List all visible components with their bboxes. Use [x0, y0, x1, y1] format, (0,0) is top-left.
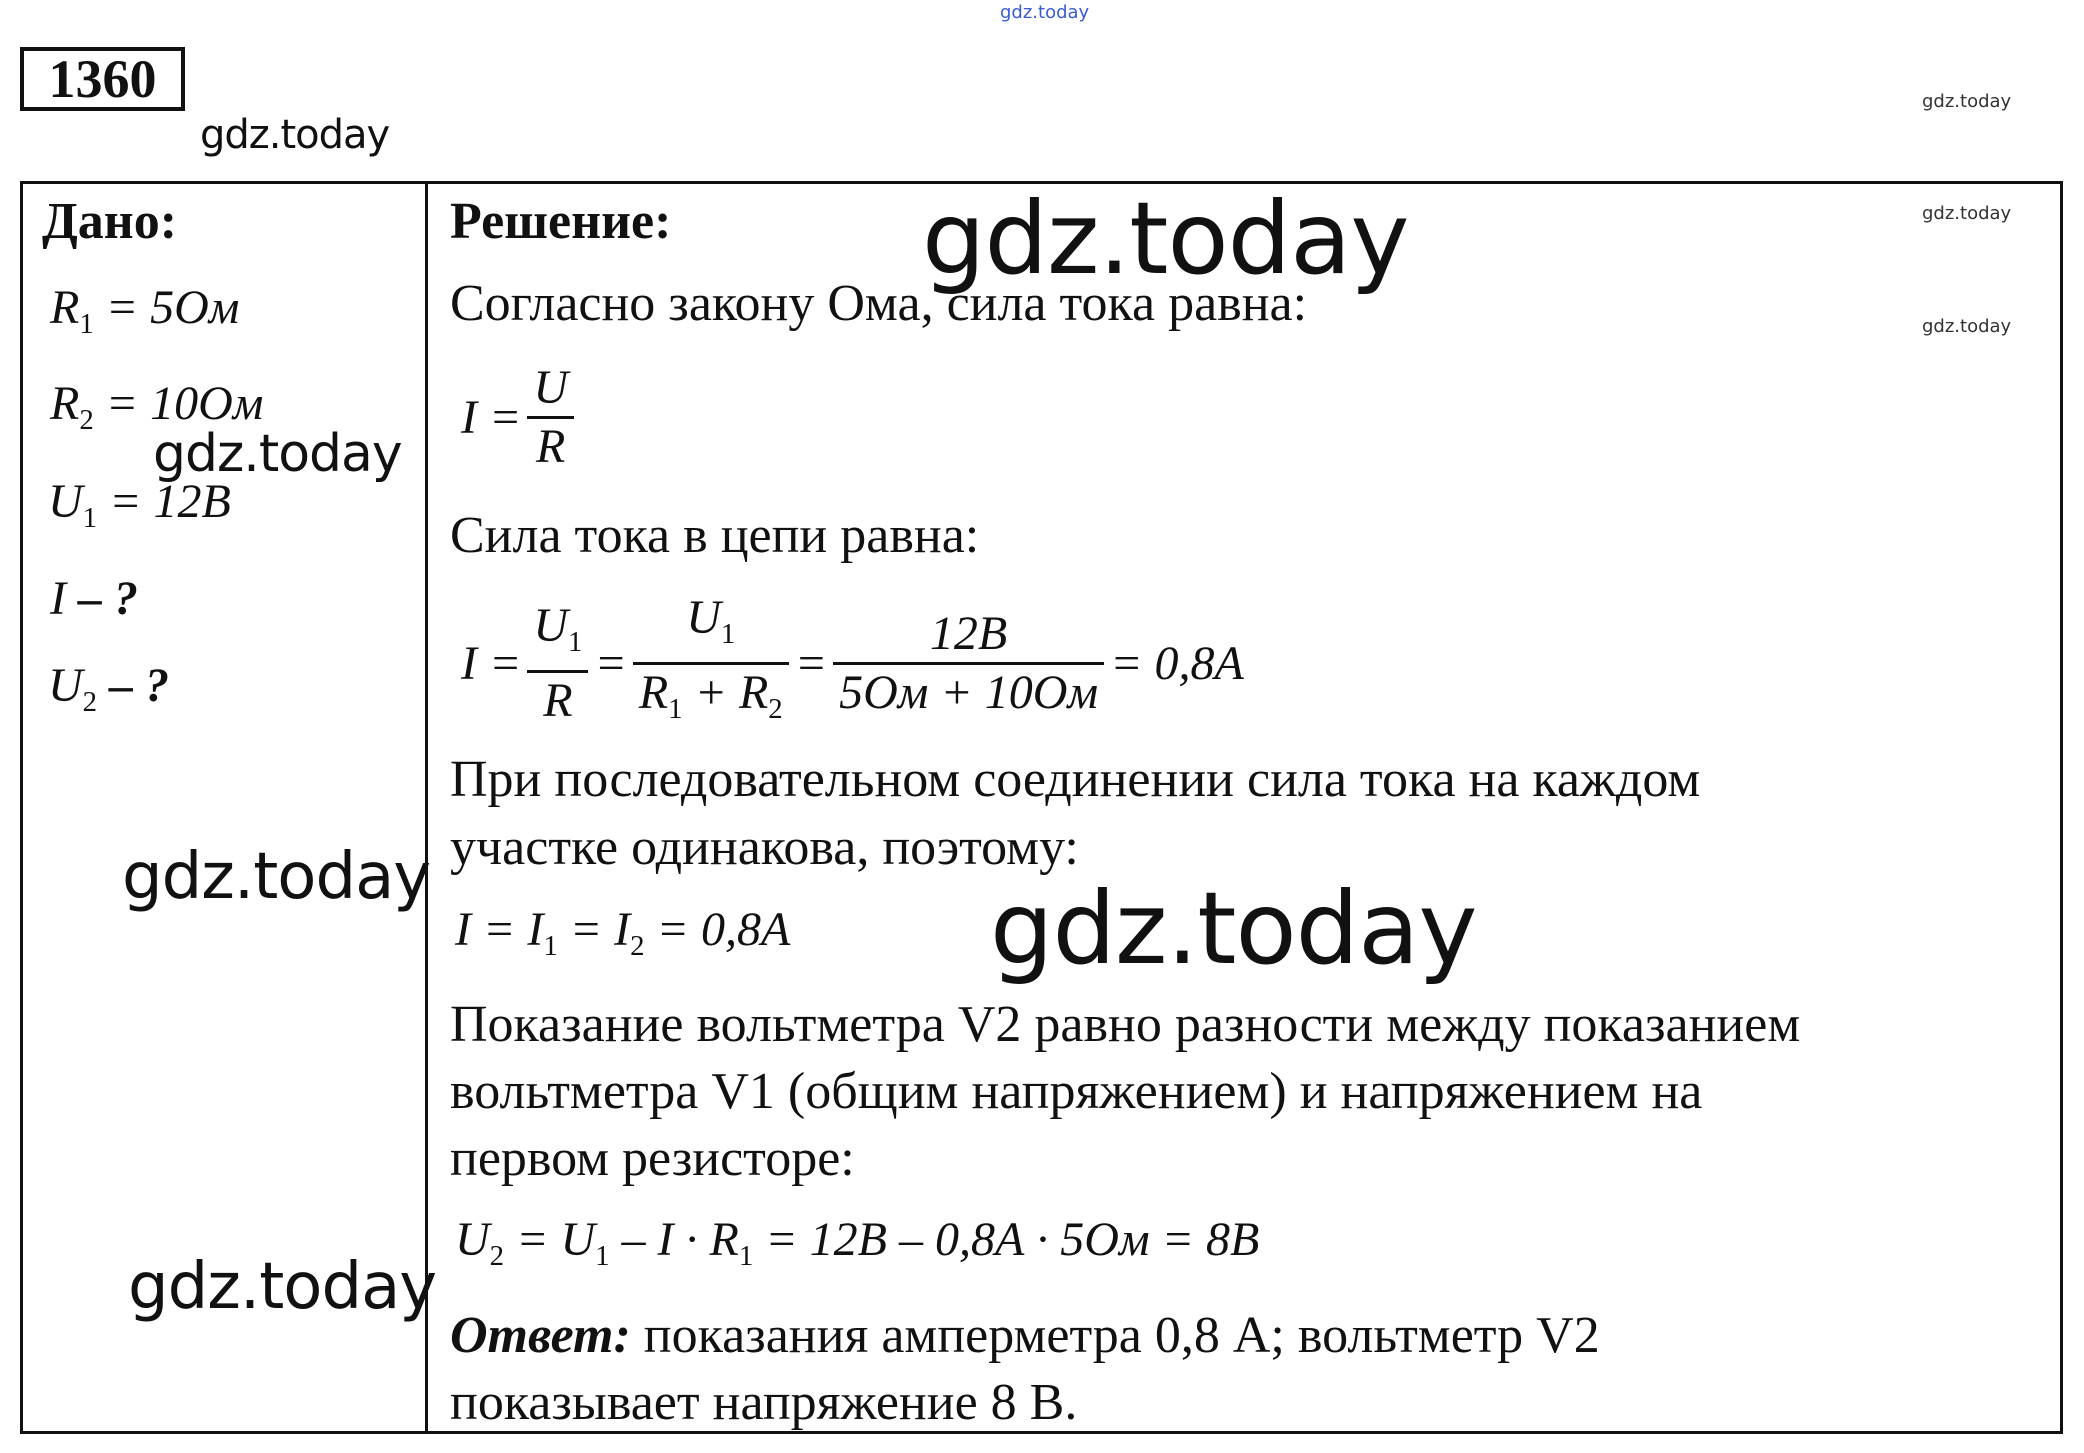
column-divider: [425, 181, 428, 1434]
given-u1: $U_1 = 12В$: [48, 475, 231, 535]
watermark-right-1: gdz.today: [1922, 91, 2012, 112]
solution-line-voltmeter-3: первом резисторе:: [450, 1130, 855, 1187]
watermark-header: gdz.today: [200, 112, 390, 158]
solution-line-series-2: участке одинакова, поэтому:: [450, 819, 1079, 876]
watermark-top: gdz.today: [1000, 2, 1090, 23]
answer-label: Ответ:: [450, 1307, 631, 1364]
watermark-given-2: gdz.today: [122, 840, 431, 914]
find-voltage-u2: $U_2$ – ?: [48, 659, 170, 719]
formula-ohm-law: I = $\frac{U}{R}$: [455, 360, 574, 475]
given-r2: $R_2 = 10Ом$: [50, 377, 264, 437]
formula-voltage-u2: $U_2 = U_1 - I \cdot R_1 = 12В - 0,8А \cdot 5Ом = 8В$: [455, 1213, 1260, 1273]
solution-line-ohm-law: Согласно закону Ома, сила тока равна:: [450, 275, 1308, 332]
find-current: I – ?: [50, 572, 138, 625]
solution-line-voltmeter-2: вольтметра V1 (общим напряжением) и напряжением на: [450, 1063, 1703, 1120]
problem-number: 1360: [20, 47, 185, 111]
solution-line-current: Сила тока в цепи равна:: [450, 507, 980, 564]
watermark-solution-1: gdz.today: [922, 180, 1409, 297]
given-r1: $R_1 = 5Ом$: [50, 281, 240, 341]
formula-series-current: $I = I_1 = I_2 = 0,8А$: [455, 903, 791, 963]
solution-header: Решение:: [450, 193, 672, 250]
watermark-right-2: gdz.today: [1922, 203, 2012, 224]
watermark-given-1: gdz.today: [153, 424, 402, 484]
answer-line-1: Ответ: показания амперметра 0,8 А; вольтметр V2: [450, 1307, 1600, 1364]
formula-current-calc: I = $\frac{U_1}{R}$ = $\frac{U_1}{R_1 + R_2}$ = $\frac{12В}{5Ом + 10Ом}$ = 0,8А: [461, 591, 1244, 728]
watermark-right-3: gdz.today: [1922, 316, 2012, 337]
solution-line-voltmeter-1: Показание вольтметра V2 равно разности между показанием: [450, 996, 1801, 1053]
solution-line-series-1: При последовательном соединении сила тока на каждом: [450, 751, 1701, 808]
watermark-solution-2: gdz.today: [990, 870, 1477, 987]
watermark-given-3: gdz.today: [128, 1250, 437, 1324]
given-header: Дано:: [42, 193, 178, 250]
answer-line-2: показывает напряжение 8 В.: [450, 1374, 1078, 1431]
